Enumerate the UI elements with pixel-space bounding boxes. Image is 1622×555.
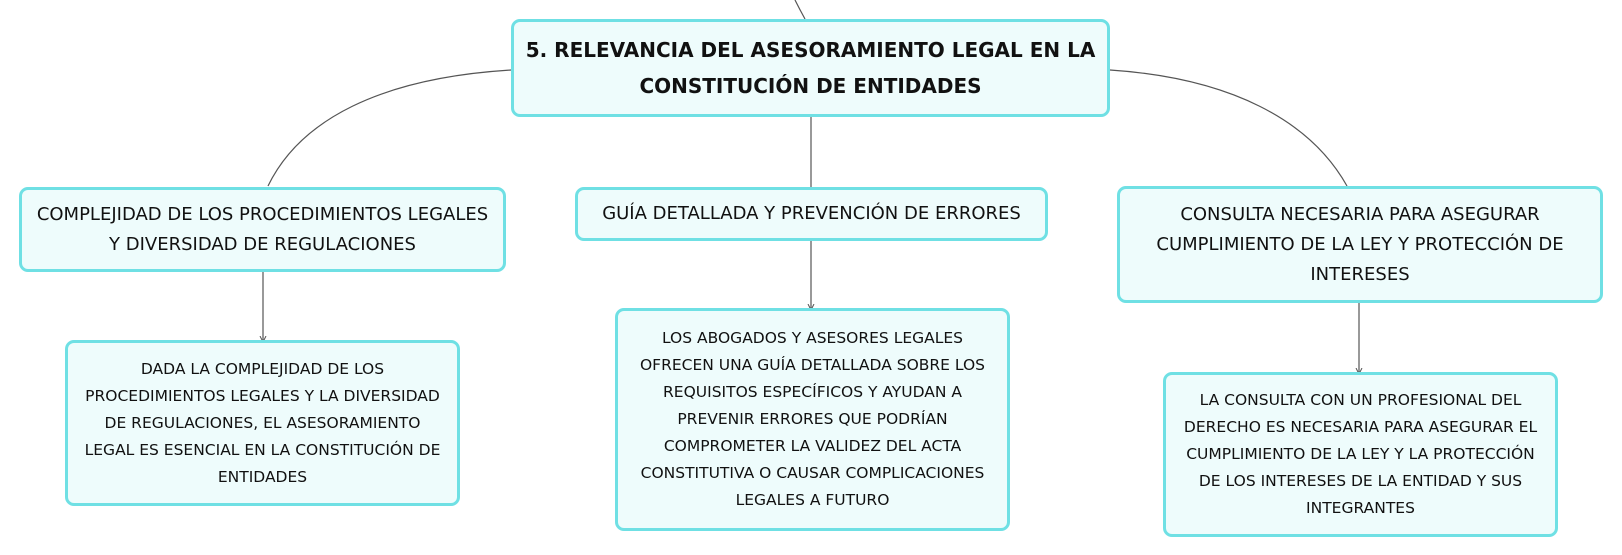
topic-label: CONSULTA NECESARIA PARA ASEGURAR CUMPLIMIENTO DE LA LEY Y PROTECCIÓN DE INTERESES: [1156, 203, 1564, 285]
topic-label: COMPLEJIDAD DE LOS PROCEDIMIENTOS LEGALES Y DIVERSIDAD DE REGULACIONES: [36, 203, 489, 255]
root-topic-title: 5. RELEVANCIA DEL ASESORAMIENTO LEGAL EN LA CONSTITUCIÓN DE ENTIDADES: [525, 38, 1096, 98]
topic-label: GUÍA DETALLADA Y PREVENCIÓN DE ERRORES: [602, 203, 1021, 224]
connector-root-to-topic-1: [268, 70, 511, 186]
topic-consulta-necesaria[interactable]: [1117, 186, 1603, 303]
topic-complejidad[interactable]: [19, 187, 506, 272]
connector-parent-to-root: [795, 0, 805, 19]
subtopic-consulta-detail[interactable]: [1163, 372, 1558, 537]
connector-root-to-topic-3: [1110, 70, 1347, 186]
subtopic-text: DADA LA COMPLEJIDAD DE LOS PROCEDIMIENTOS LEGALES Y LA DIVERSIDAD DE REGULACIONES, EL ASESORAMIENTO LEGAL ES ESENCIAL EN LA CONSTITUCIÓN DE ENTIDADES: [84, 359, 441, 486]
root-topic[interactable]: [511, 19, 1110, 117]
topic-guia-detallada[interactable]: [575, 187, 1048, 241]
subtopic-complejidad-detail[interactable]: [65, 340, 460, 506]
subtopic-guia-detail[interactable]: [615, 308, 1010, 531]
subtopic-text: LA CONSULTA CON UN PROFESIONAL DEL DERECHO ES NECESARIA PARA ASEGURAR EL CUMPLIMIENTO DE LA LEY Y LA PROTECCIÓN DE LOS INTERESES DE LA ENTIDAD Y SUS INTEGRANTES: [1183, 391, 1538, 517]
subtopic-text: LOS ABOGADOS Y ASESORES LEGALES OFRECEN UNA GUÍA DETALLADA SOBRE LOS REQUISITOS ESPECÍFICOS Y AYUDAN A PREVENIR ERRORES QUE PODRÍAN COMPROMETER LA VALIDEZ DEL ACTA CONSTITUTIVA O CAUSAR COMPLICACIONES LEGALES A FUTURO: [639, 329, 986, 509]
